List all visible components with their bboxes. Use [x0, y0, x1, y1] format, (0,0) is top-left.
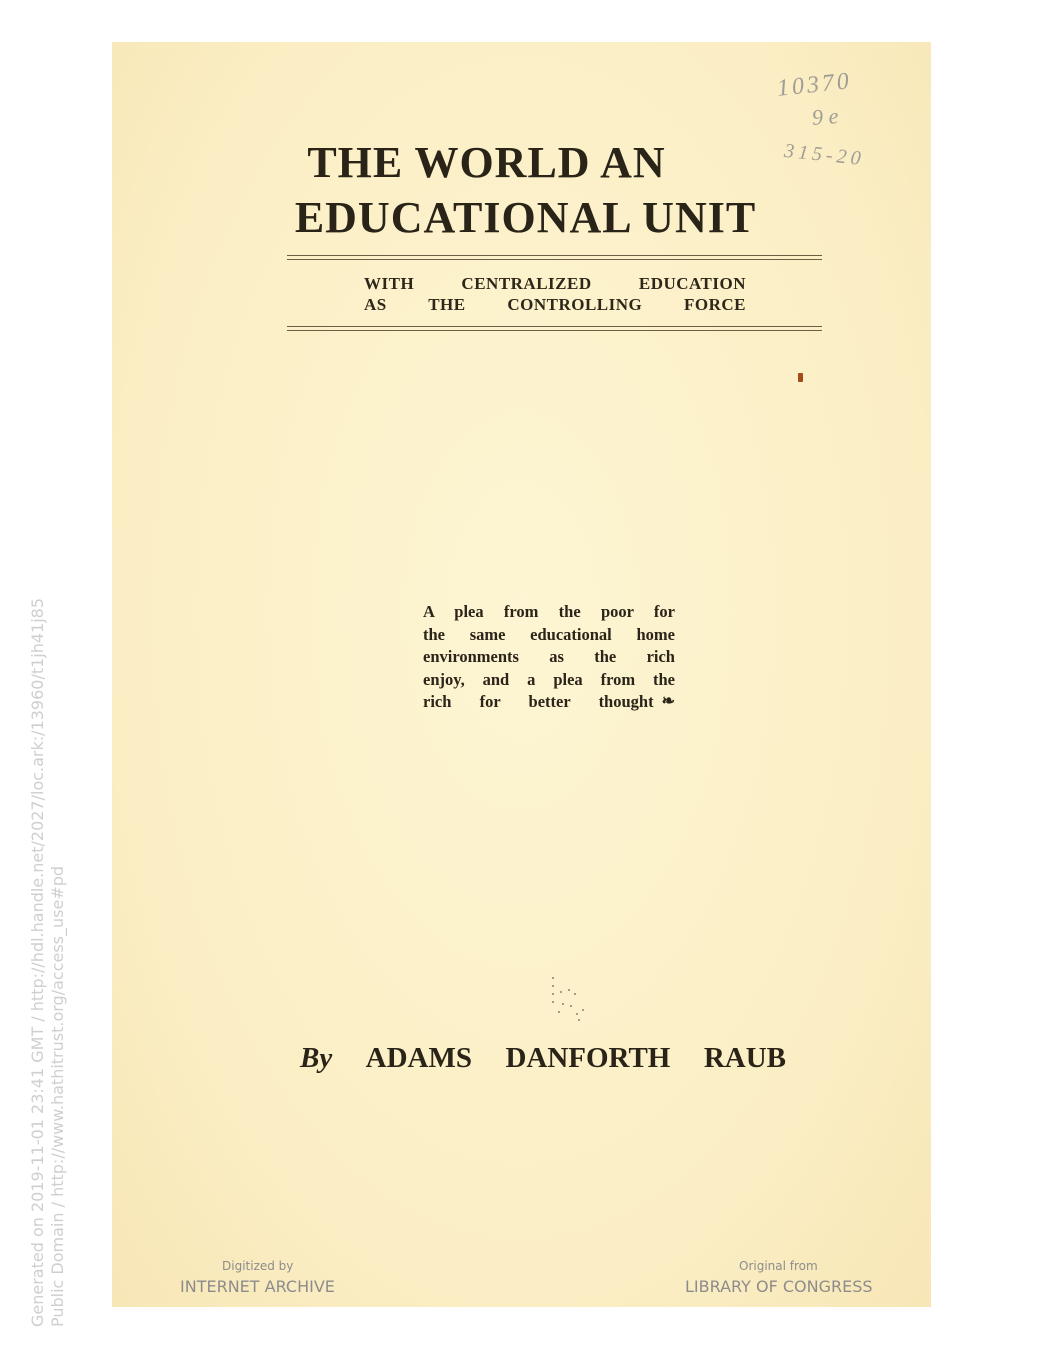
subtitle-word: CONTROLLING	[507, 295, 643, 314]
digitized-by-label: Digitized by	[222, 1259, 294, 1273]
plea-line: the same educational home	[423, 624, 675, 644]
book-title-page	[112, 42, 931, 1307]
author-by: By	[300, 1042, 333, 1074]
handwritten-catalog-mark: 9 e	[811, 103, 840, 130]
original-from-label: Original from	[739, 1259, 818, 1273]
watermark-generated-line: Generated on 2019-11-01 23:41 GMT / http://hdl.handle.net/2027/loc.ark:/13960/t1jh41j85	[28, 597, 47, 1327]
plea-line: rich for better thought	[423, 692, 654, 711]
handwritten-catalog-number: 10370	[775, 68, 854, 102]
plea-line: environments as the rich	[423, 647, 675, 666]
double-rule-top	[287, 255, 822, 260]
internet-archive-label: INTERNET ARCHIVE	[180, 1277, 335, 1296]
double-rule-bottom	[287, 326, 822, 331]
subtitle-word: THE	[428, 295, 466, 314]
perforated-stamp-mark	[548, 975, 594, 1023]
plea-line: A plea from the poor for	[423, 602, 675, 621]
plea-paragraph	[423, 601, 675, 714]
author-word: ADAMS	[365, 1042, 472, 1074]
subtitle-line-2	[364, 295, 746, 315]
author-word: DANFORTH	[505, 1042, 671, 1074]
subtitle-word: AS	[364, 295, 387, 314]
author-line	[300, 1042, 786, 1075]
author-word: RAUB	[703, 1042, 786, 1074]
fleuron-icon: ❧	[661, 693, 675, 710]
subtitle-line-1: WITH CENTRALIZED EDUCATION	[364, 274, 746, 293]
handwritten-date: 315-20	[783, 139, 866, 171]
subtitle-word: FORCE	[684, 295, 747, 314]
library-of-congress-label: LIBRARY OF CONGRESS	[685, 1277, 873, 1296]
title-line-1: THE WORLD AN	[307, 138, 666, 187]
title-line-2: EDUCATIONAL UNIT	[294, 193, 757, 242]
red-ink-mark	[798, 373, 803, 382]
watermark-public-domain-line: Public Domain / http://www.hathitrust.org/access_use#pd	[48, 865, 67, 1327]
plea-line: enjoy, and a plea from the	[423, 669, 675, 689]
plea-line-last	[423, 691, 675, 714]
